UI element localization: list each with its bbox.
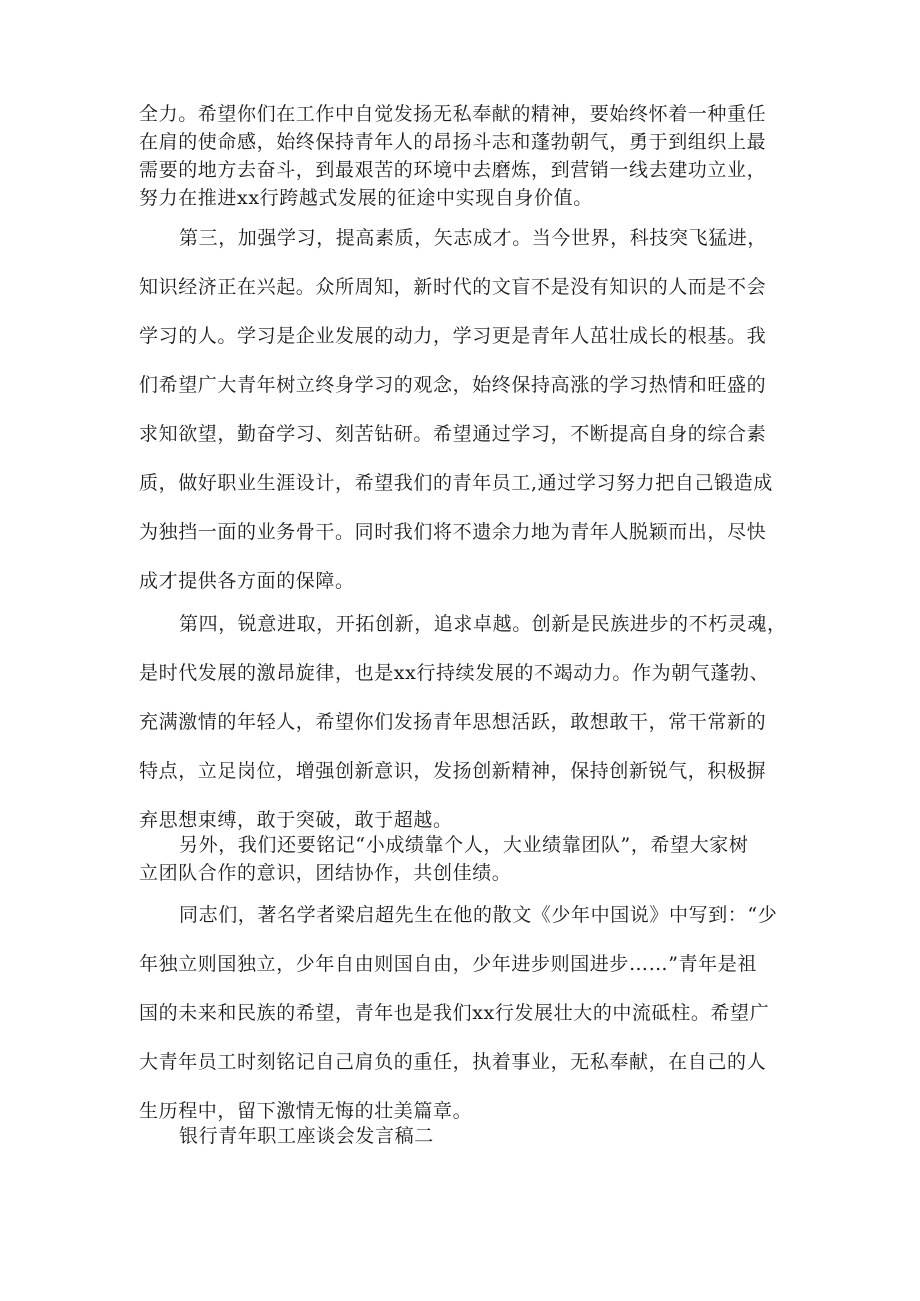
- section-heading: 银行青年职工座谈会发言稿二: [179, 1125, 434, 1147]
- text-line: 需要的地方去奋斗，到最艰苦的环境中去磨炼，到营销一线去建功立业，: [139, 159, 767, 181]
- paragraph-2: [139, 214, 789, 606]
- text-line: 在肩的使命感，始终保持青年人的昂扬斗志和蓬勃朝气，勇于到组织上最: [139, 131, 767, 153]
- text-line: 学习的人。学习是企业发展的动力，学习更是青年人茁壮成长的根基。我: [139, 325, 767, 347]
- text-line: 另外，我们还要铭记“小成绩靠个人，大业绩靠团队”，希望大家树: [179, 834, 749, 856]
- text-line: 同志们，著名学者梁启超先生在他的散文《少年中国说》中写到：“少: [179, 904, 778, 926]
- text-line: 全力。希望你们在工作中自觉发扬无私奉献的精神，要始终怀着一种重任: [139, 103, 767, 125]
- text-line: 为独挡一面的业务骨干。同时我们将不遗余力地为青年人脱颖而出，尽快: [139, 521, 767, 543]
- text-line: 质，做好职业生涯设计，希望我们的青年员工,通过学习努力把自己锻造成: [139, 472, 773, 494]
- text-line: 立团队合作的意识，团结协作，共创佳绩。: [139, 862, 512, 884]
- text-line: 努力在推进xx行跨越式发展的征途中实现自身价值。: [139, 187, 593, 209]
- paragraph-3: [139, 600, 789, 845]
- text-line: 们希望广大青年树立终身学习的观念，始终保持高涨的学习热情和旺盛的: [139, 374, 767, 396]
- text-line: 知识经济正在兴起。众所周知，新时代的文盲不是没有知识的人而是不会: [139, 276, 767, 298]
- text-line: 特点，立足岗位，增强创新意识，发扬创新精神，保持创新锐气，积极摒: [139, 760, 767, 782]
- paragraph-5: [139, 891, 789, 1136]
- text-line: 国的未来和民族的希望，青年也是我们xx行发展壮大的中流砥柱。希望广: [139, 1002, 770, 1024]
- text-line: 第四，锐意进取，开拓创新，追求卓越。创新是民族进步的不朽灵魂，: [179, 613, 787, 635]
- text-line: 求知欲望，勤奋学习、刻苦钻研。希望通过学习，不断提高自身的综合素: [139, 423, 767, 445]
- paragraph-4: [139, 831, 789, 887]
- text-line: 成才提供各方面的保障。: [139, 570, 355, 592]
- text-line: 年独立则国独立，少年自由则国自由，少年进步则国进步……”青年是祖: [139, 953, 757, 975]
- text-line: 弃思想束缚，敢于突破，敢于超越。: [139, 809, 453, 831]
- text-line: 是时代发展的激昂旋律，也是xx行持续发展的不竭动力。作为朝气蓬勃、: [139, 662, 770, 684]
- text-line: 充满激情的年轻人，希望你们发扬青年思想活跃，敢想敢干，常干常新的: [139, 711, 767, 733]
- paragraph-1: [139, 100, 789, 212]
- text-line: 第三，加强学习，提高素质，矢志成才。当今世界，科技突飞猛进，: [179, 227, 768, 249]
- text-line: 生历程中，留下激情无悔的壮美篇章。: [139, 1100, 473, 1122]
- text-line: 大青年员工时刻铭记自己肩负的重任，执着事业，无私奉献，在自己的人: [139, 1051, 767, 1073]
